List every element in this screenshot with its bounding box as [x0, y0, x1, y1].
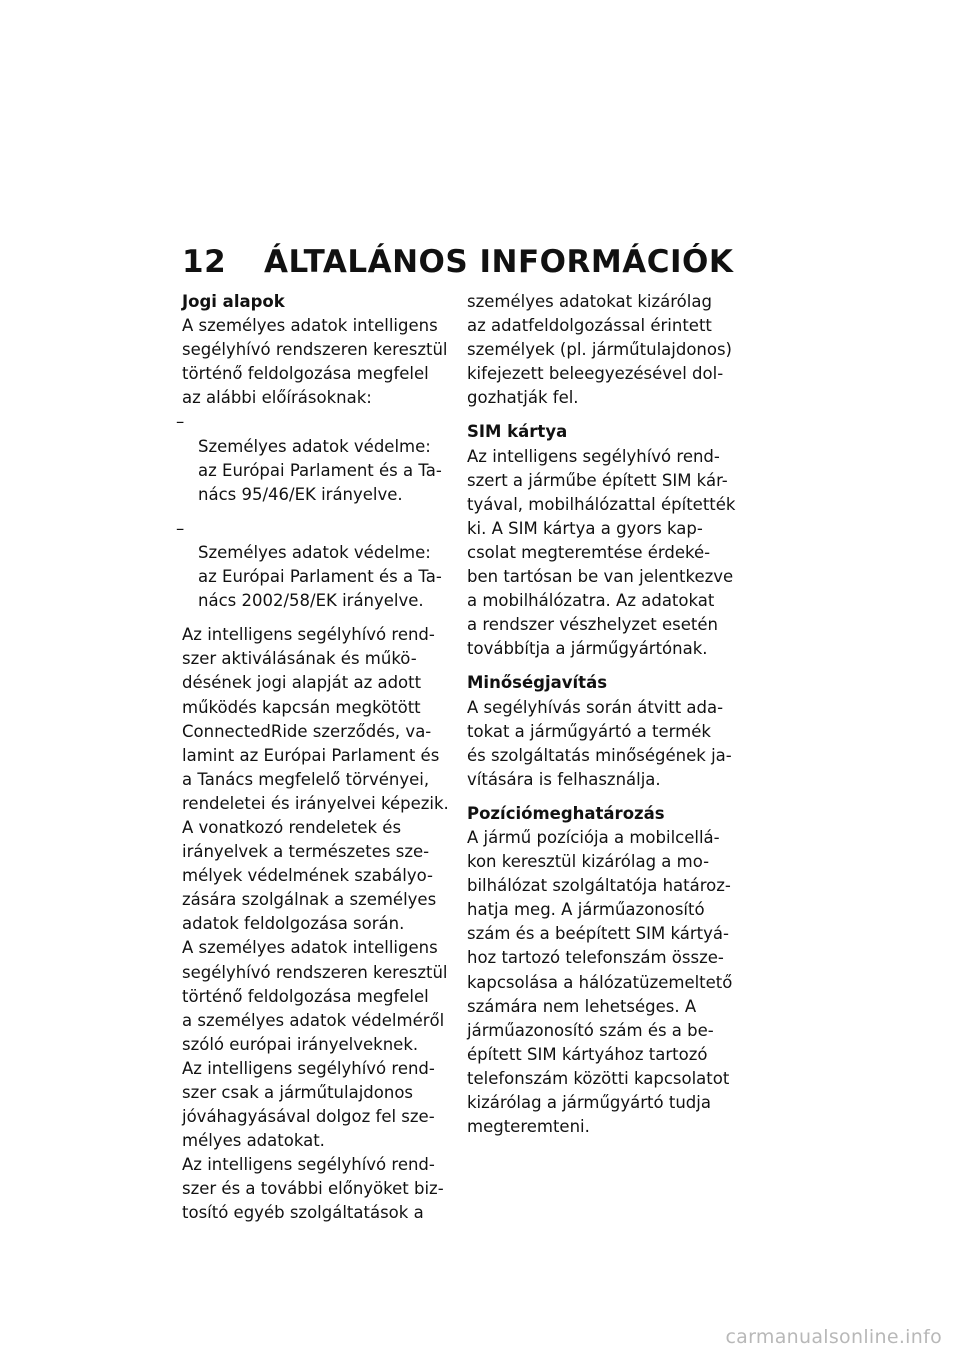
watermark: carmanualsonline.info — [725, 1326, 942, 1348]
continuation-paragraph: személyes adatokat kizárólag az adatfeldolgozással érintett személyek (pl. járműtulajdonos) kifejezett beleegyezésével dol- gozhatják fel. — [467, 292, 732, 408]
right-column — [467, 290, 739, 1139]
section-heading-quality: Minőségjavítás — [467, 673, 608, 693]
body-paragraph: Az intelligens segélyhívó rend- szer aktiválásának és műkö- désének jogi alapját az adott működés kapcsán megkötött ConnectedRide szerződés, va- lamint az Európai Parlament és a Tanács megfelelő törvényei, rendeletei és irányelvei képezik. — [182, 625, 449, 813]
legal-intro-paragraph: A személyes adatok intelligens segélyhívó rendszeren keresztül történő feldolgozása megfelel az alábbi előírásoknak: — [182, 316, 448, 408]
body-paragraph: Az intelligens segélyhívó rend- szer és a további előnyöket biz- tosító egyéb szolgáltatások a — [182, 1155, 444, 1223]
bullet-dash: – — [176, 518, 185, 538]
page-title — [182, 242, 782, 282]
bullet-dash: – — [176, 412, 185, 432]
bullet-item — [176, 517, 454, 613]
chapter-title: ÁLTALÁNOS INFORMÁCIÓK — [264, 244, 734, 280]
body-paragraph: Az intelligens segélyhívó rend- szer csak a járműtulajdonos jóváhagyásával dolgoz fel sze- mélyes adatokat. — [182, 1058, 435, 1151]
section-text-quality: A segélyhívás során átvitt ada- tokat a járműgyártó a termék és szolgáltatás minőségének ja- vítására is felhasználja. — [467, 697, 732, 789]
section-heading-sim: SIM kártya — [467, 422, 568, 442]
bullet-item — [176, 410, 454, 506]
section-heading-legal: Jogi alapok — [182, 292, 285, 311]
section-text-sim: Az intelligens segélyhívó rend- szert a járműbe épített SIM kár- tyával, mobilhálózattal építették ki. A SIM kártya a gyors kap- csolat megteremtése érdeké- ben tartósan be van jelentkezve a mobilhálózatra. Az adatokat a rendszer vészhelyzet esetén továbbítja a járműgyártónak. — [467, 446, 736, 659]
left-column — [176, 290, 454, 1226]
body-paragraph: A személyes adatok intelligens segélyhívó rendszeren keresztül történő feldolgozása megfelel a személyes adatok védelméről szóló európai irányelveknek. — [182, 938, 448, 1054]
chapter-number: 12 — [182, 244, 227, 280]
section-heading-positioning: Pozíciómeghatározás — [467, 803, 665, 823]
section-text-positioning: A jármű pozíciója a mobilcellá- kon keresztül kizárólag a mo- bilhálózat szolgáltatója határoz- hatja meg. A járműazonosító szám és a beépített SIM kártyá- hoz tartozó telefonszám össze- kapcsolása a hálózatüzemeltető számára nem lehetséges. A járműazonosító szám és a be- épített SIM kártyához tartozó telefonszám közötti kapcsolatot kizárólag a járműgyártó tudja megteremteni. — [467, 827, 733, 1137]
bullet-text: Személyes adatok védelme: az Európai Parlament és a Ta- nács 95/46/EK irányelve. — [198, 436, 442, 504]
body-paragraph: A vonatkozó rendeletek és irányelvek a természetes sze- mélyek védelmének szabályo- zására szolgálnak a személyes adatok feldolgozása során. — [182, 817, 437, 934]
bullet-text: Személyes adatok védelme: az Európai Parlament és a Ta- nács 2002/58/EK irányelve. — [198, 542, 442, 611]
